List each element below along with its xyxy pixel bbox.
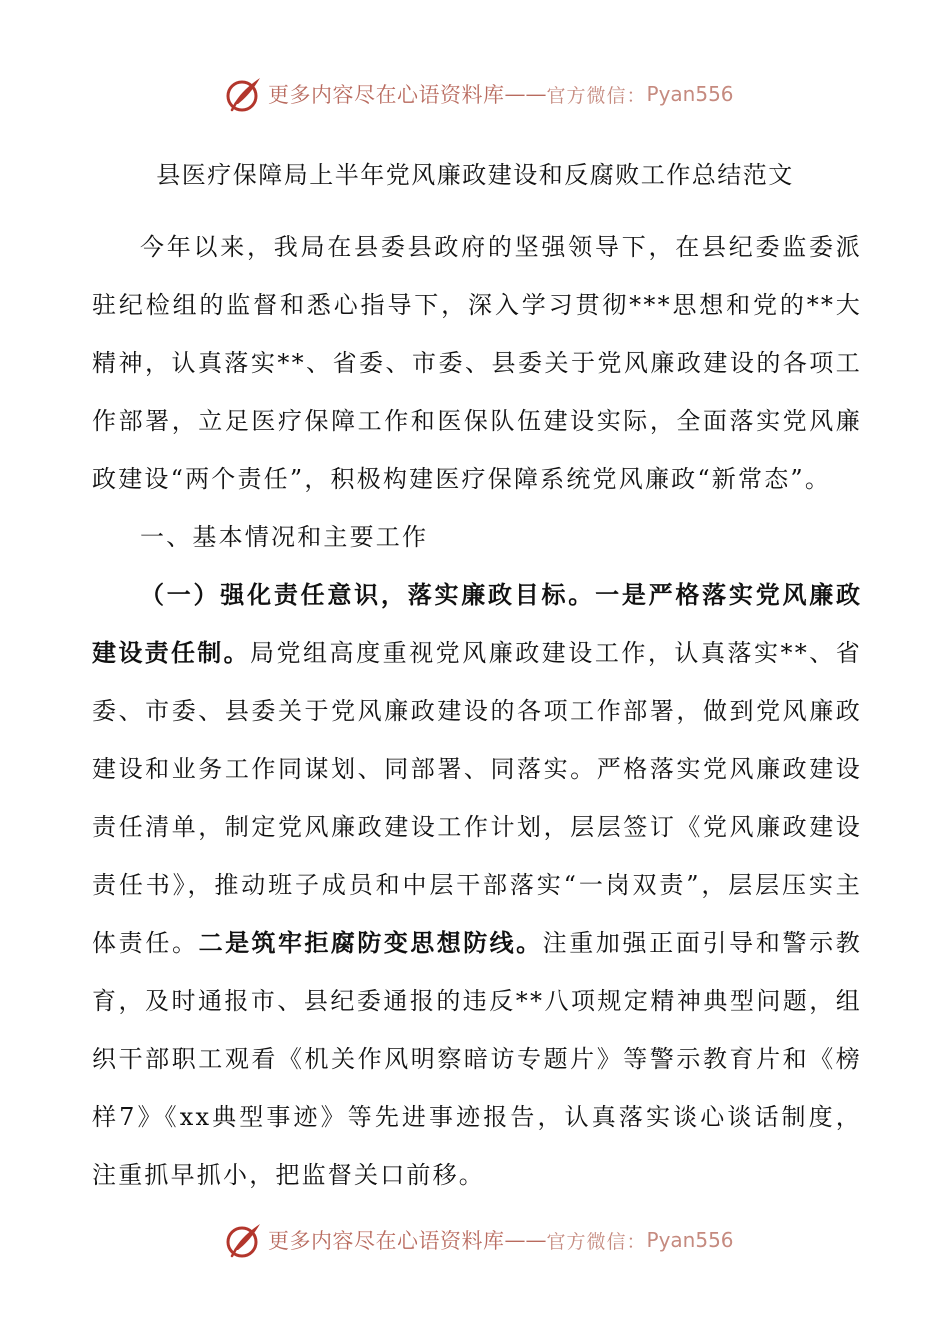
banner-wechat-id: Pyan556 xyxy=(646,82,734,106)
banner-wechat-id: Pyan556 xyxy=(646,1228,734,1252)
subheading-bold-a: （一）强化责任意识，落实廉政目标。一是严格落实党风廉政建设责任制。 xyxy=(92,581,862,667)
banner-slogan: 更多内容尽在心语资料库 xyxy=(268,1229,505,1253)
document-body xyxy=(92,218,862,1204)
quill-logo-icon xyxy=(224,1220,264,1260)
banner-wechat-label: 官方微信： xyxy=(546,1230,647,1253)
section-paragraph xyxy=(92,566,862,1204)
header-banner xyxy=(0,70,950,118)
quill-logo-icon xyxy=(224,74,264,114)
paragraph-text-b: 注重加强正面引导和警示教育，及时通报市、县纪委通报的违反**八项规定精神典型问题，组织干部职工观看《机关作风明察暗访专题片》等警示教育片和《榜样7》《xx典型事迹》等先进事迹报告，认真落实谈心谈话制度，注重抓早抓小，把监督关口前移。 xyxy=(92,929,862,1189)
footer-banner xyxy=(0,1216,950,1264)
intro-paragraph: 今年以来，我局在县委县政府的坚强领导下，在县纪委监委派驻纪检组的监督和悉心指导下，深入学习贯彻***思想和党的**大精神，认真落实**、省委、市委、县委关于党风廉政建设的各项工作部署，立足医疗保障工作和医保队伍建设实际，全面落实党风廉政建设“两个责任”，积极构建医疗保障系统党风廉政“新常态”。 xyxy=(92,233,862,493)
paragraph-text-a: 局党组高度重视党风廉政建设工作，认真落实**、省委、市委、县委关于党风廉政建设的各项工作部署，做到党风廉政建设和业务工作同谋划、同部署、同落实。严格落实党风廉政建设责任清单，制定党风廉政建设工作计划，层层签订《党风廉政建设责任书》，推动班子成员和中层干部落实“一岗双责”，层层压实主体责任。 xyxy=(92,639,862,957)
section-heading: 一、基本情况和主要工作 xyxy=(140,523,429,551)
document-title: 县医疗保障局上半年党风廉政建设和反腐败工作总结范文 xyxy=(156,161,794,189)
subheading-bold-b: 二是筑牢拒腐防变思想防线。 xyxy=(198,929,543,957)
banner-slogan: 更多内容尽在心语资料库 xyxy=(268,83,505,107)
banner-separator: —— xyxy=(504,82,547,106)
banner-separator: —— xyxy=(504,1228,547,1252)
banner-wechat-label: 官方微信： xyxy=(546,84,647,107)
